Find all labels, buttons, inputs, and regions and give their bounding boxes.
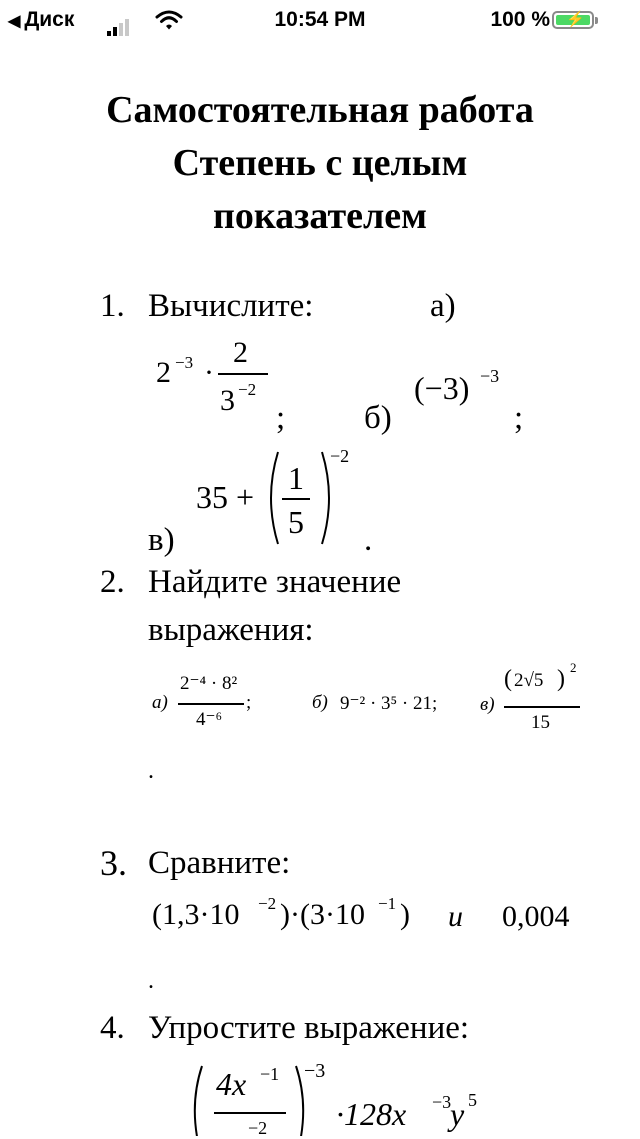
task-2-a-label: а) — [152, 692, 168, 713]
task-2-number: 2. — [100, 564, 125, 600]
task-1b-end: ; — [514, 400, 524, 436]
task-1-number: 1. — [100, 288, 125, 324]
task-4-tail: ·128x — [336, 1096, 407, 1132]
document-title — [0, 84, 640, 243]
task-3-left-part1: (1,3·10 — [152, 898, 240, 931]
task-3-exp2: −1 — [378, 894, 397, 913]
task-4-tail-exp1: −3 — [432, 1092, 452, 1112]
task-2v-open-paren: ( — [504, 666, 512, 692]
title-line-2: Степень с целым — [172, 142, 468, 184]
task-2v-close-paren: ) — [557, 666, 565, 692]
task-2b-expression: 9⁻² · 3⁵ · 21; — [340, 693, 438, 714]
task-1a-fraction-bar — [218, 373, 268, 375]
task-4-text: Упростите выражение: — [148, 1010, 470, 1046]
task-1a-den-base: 3 — [220, 384, 235, 417]
task-4-num-exp: −1 — [260, 1064, 280, 1084]
title-line-3: показателем — [212, 195, 428, 237]
task-1b-exp: −3 — [480, 366, 500, 386]
task-1a-exp: −3 — [175, 353, 194, 372]
back-arrow-icon: ◀ — [8, 13, 21, 30]
task-2v-den: 15 — [531, 712, 550, 733]
task-3-close: ) — [400, 898, 410, 931]
task-1-a-label: а) — [430, 288, 456, 324]
task-3-right: 0,004 — [502, 900, 570, 933]
task-2a-denominator: 4⁻⁶ — [196, 709, 223, 730]
battery-percent: 100 % — [490, 8, 550, 31]
task-3-text: Сравните: — [148, 845, 291, 881]
task-4-tail-y: y — [450, 1096, 465, 1132]
task-1v-num: 1 — [288, 460, 304, 496]
task-3-end: . — [148, 968, 154, 994]
task-1a-base: 2 — [156, 356, 171, 389]
task-1v-den: 5 — [288, 504, 304, 540]
task-1a-dot: · — [204, 356, 214, 389]
task-1v-exp: −2 — [330, 446, 350, 466]
task-1-b-label: б) — [364, 400, 392, 436]
task-1v-lead: 35 + — [196, 479, 255, 515]
task-1-text: Вычислите: — [148, 288, 314, 324]
task-1-v-label: в) — [148, 522, 175, 558]
task-4-den-exp: −2 — [248, 1118, 268, 1138]
task-2a-numerator: 2⁻⁴ · 8² — [180, 673, 238, 694]
task-2-end: . — [148, 758, 154, 784]
back-app-label: Диск — [24, 8, 75, 31]
task-1a-num: 2 — [233, 336, 248, 369]
task-4-fraction-bar — [214, 1112, 286, 1114]
task-1v-end: . — [364, 522, 373, 558]
task-2-text-line2: выражения: — [148, 612, 314, 648]
task-3-exp1: −2 — [258, 894, 277, 913]
task-2-v-label: в) — [480, 694, 495, 715]
status-bar — [0, 0, 640, 40]
task-4-numerator: 4x — [216, 1066, 247, 1102]
task-3-number: 3. — [100, 843, 127, 883]
task-4-number: 4. — [100, 1010, 125, 1046]
task-2v-num-exp: 2 — [570, 660, 577, 675]
task-2a-end: ; — [246, 692, 252, 713]
title-line-1: Самостоятельная работа — [106, 89, 534, 131]
task-2-text-line1: Найдите значение — [148, 564, 402, 600]
status-time: 10:54 PM — [274, 8, 366, 31]
task-2-b-label: б) — [312, 692, 328, 713]
task-1a-end: ; — [276, 400, 286, 436]
task-2v-num-inner: 2√5 — [514, 670, 544, 691]
task-3-and: и — [448, 900, 463, 933]
task-3-left-part2: )·(3·10 — [280, 898, 365, 931]
task-2a-fraction-bar — [178, 703, 244, 705]
task-1b-base: (−3) — [414, 370, 470, 406]
task-4-tail-exp2: 5 — [468, 1090, 477, 1110]
charging-bolt-icon: ⚡ — [566, 11, 585, 28]
task-1v-fraction-bar — [282, 498, 310, 500]
task-2v-fraction-bar — [504, 706, 580, 708]
task-1a-den-exp: −2 — [238, 380, 257, 399]
battery-icon — [552, 11, 594, 29]
task-4-outer-exp: −3 — [304, 1060, 326, 1082]
